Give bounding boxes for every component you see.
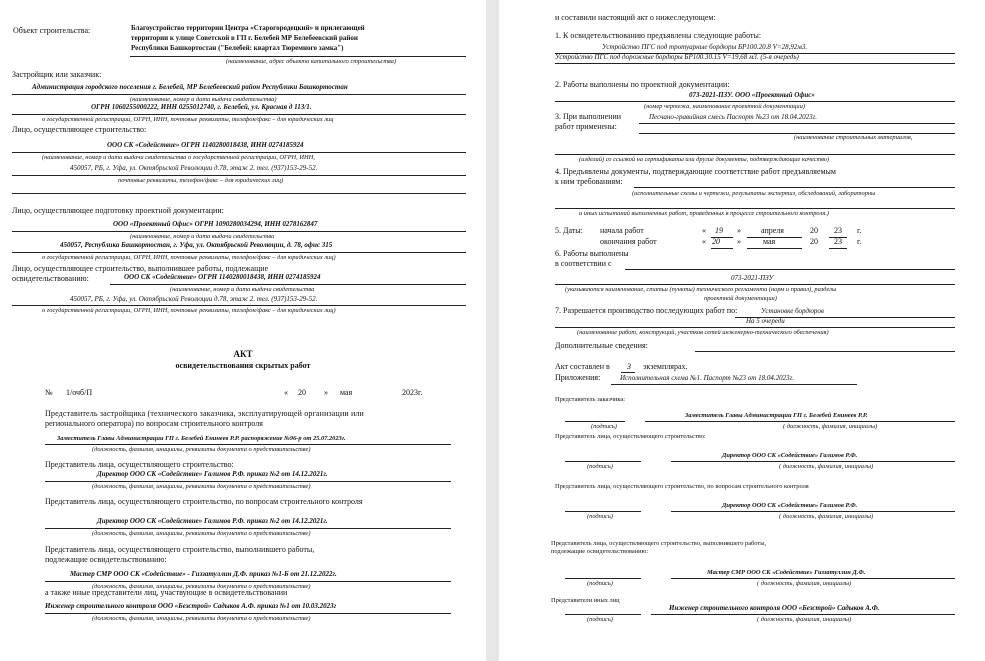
- rep-builder-label: Представитель лица, осуществляющего строительство:: [45, 460, 234, 469]
- builder-underline-1: [12, 152, 466, 153]
- object-line-2: территории к улице Советской в ГП г. Белебей МР Белебеевский район: [131, 34, 358, 42]
- p3-underline-1: [639, 123, 955, 124]
- p4-label-1: 4. Предъявлены документы, подтверждающие соответствие работ предъявляемым: [555, 167, 836, 176]
- sig1-sign-caption: (подпись): [591, 423, 617, 430]
- rep-control-caption: (должность, фамилия, инициалы, реквизиты документа о представительстве): [92, 530, 311, 537]
- rep-control: Директор ООО СК «Содействие» Галимов Р.Ф. приказ №2 от 14.12.2021г.: [97, 517, 328, 525]
- sig4-name-line: [671, 578, 955, 579]
- p2-underline: [555, 101, 955, 102]
- sig1-name-line: [645, 421, 955, 422]
- sig5-pos-caption: ( должность, фамилия, инициалы): [757, 616, 852, 623]
- sig4-name: Мастер СМР ООО СК «Содействие» Гиззатуллин Д.Ф.: [707, 569, 866, 576]
- rep-control-label: Представитель лица, осуществляющего строительство, по вопросам строительного контроля: [45, 497, 363, 506]
- p1-underline-2: [555, 63, 955, 64]
- designer-caption-1: (наименование, номер и дата выдачи свидетельства: [130, 233, 275, 240]
- p7-caption: (наименование работ, конструкций, участков сетей инженерно-технического обеспечения): [577, 329, 829, 336]
- p6-underline-1: [625, 269, 955, 270]
- builder-label: Лицо, осуществляющее строительство:: [12, 125, 147, 134]
- rep-performer-label-2: подлежащие освидетельствованию:: [45, 555, 167, 564]
- sig4-label-1: Представитель лица, осуществляющего строительство, выполнившего работы,: [551, 540, 767, 547]
- p5-end-label: окончания работ: [600, 237, 657, 246]
- performer-underline-1: [110, 284, 466, 285]
- sig5-sign-caption: (подпись): [587, 616, 613, 623]
- designer-address: 450057, Республика Башкортостан, г. Уфа, ул. Октябрьской Революции, д. 78, офис 315: [60, 241, 333, 249]
- p7-work-2: На 5 очереди: [746, 317, 785, 325]
- rep-others-caption: (должность, фамилия, инициалы, реквизиты документа о представительстве): [92, 615, 311, 622]
- extra-info-label: Дополнительные сведения:: [555, 341, 648, 350]
- reps-intro-1: Представитель застройщика (технического заказчика, эксплуатирующей организации или: [45, 409, 364, 418]
- sig1-sign-line: [565, 421, 625, 422]
- rep-customer-caption: (должность, фамилия, инициалы, реквизиты документа о представительстве): [92, 446, 311, 453]
- developer-underline-1: [12, 94, 466, 95]
- performer-caption-1: (наименование, номер и дата выдачи свидетельства: [170, 286, 315, 293]
- p6-caption-2: проектной документации): [704, 295, 777, 302]
- sig3-name: Директор ООО СК «Содействие» Галимов Р.Ф.: [722, 502, 858, 509]
- rep-others: Инженер строительного контроля ООО «Безстрой» Садыков А.Ф. приказ №1 от 10.03.2023г: [45, 602, 337, 610]
- performer-name: ООО СК «Содействие» ОГРН 1140280018438, ИНН 0274185924: [124, 273, 321, 281]
- sig3-label: Представитель лица, осуществляющего строительство, по вопросам строительного контроля: [555, 483, 809, 490]
- act-subtitle: освидетельствования скрытых работ: [175, 361, 311, 370]
- copies-label: Акт составлен в: [555, 362, 610, 371]
- sig4-sign-line: [565, 578, 641, 579]
- rep-customer: Заместитель Главы Администрации ГП г. Белебей Енинеев Р.Р. распоряжение №96-р от 25.07.2023г.: [57, 435, 346, 442]
- builder-caption-1: (наименование, номер и дата выдачи свидетельства о государственной регистрации, ОГРН, ИНН,: [42, 154, 315, 161]
- act-title: АКТ: [233, 349, 253, 359]
- developer-name: Администрация городского поселения г. Белебей, МР Белебеевский район Республики Башкортостан: [32, 83, 348, 91]
- p5-start-quote-open: «: [702, 226, 706, 235]
- p5-end-month-line: [747, 248, 802, 249]
- designer-underline-2: [12, 252, 466, 253]
- sig3-name-line: [671, 511, 955, 512]
- sig4-pos-caption: ( должность, фамилия, инициалы): [757, 580, 852, 587]
- sig2-name-line: [671, 461, 955, 462]
- act-date-day: 20: [298, 388, 306, 397]
- reps-intro-2: регионального оператора) по вопросам строительного контроля: [45, 419, 263, 428]
- p3-label-1: 3. При выполнении: [555, 112, 622, 121]
- p5-start-g: г.: [857, 226, 862, 235]
- p5-end-quote-open: «: [702, 237, 706, 246]
- sig4-sign-caption: (подпись): [587, 580, 613, 587]
- p5-start-century: 20: [810, 226, 818, 235]
- p5-start-month: апреля: [761, 226, 784, 235]
- p5-end-quote-close: »: [737, 237, 741, 246]
- sig2-name: Директор ООО СК «Содействие» Галимов Р.Ф.: [722, 452, 858, 459]
- rep-performer-caption: (должность, фамилия, инициалы, реквизиты документа о представительстве): [92, 583, 311, 590]
- sig4-label-2: подлежащие освидетельствованию:: [551, 548, 649, 555]
- sig2-pos-caption: ( должность, фамилия, инициалы): [779, 463, 874, 470]
- p1-work-2: Устройство ПГС под дорожные бордюры БР100.30.15 V=19,68 м3. (5-я очередь): [555, 53, 799, 61]
- p4-underline-2: [555, 208, 955, 209]
- performer-address: 450057, РБ, г. Уфа, ул. Октябрьской Революции д.78, этаж 2. тел. (937)153-29-52.: [70, 295, 318, 303]
- sig2-label: Представитель лица, осуществляющего строительство:: [555, 433, 706, 440]
- p5-end-day: 20: [712, 237, 720, 246]
- extra-info-underline: [695, 351, 955, 352]
- appendix-value: Исполнительная схема №1. Паспорт №23 от 18.04.2023г.: [620, 374, 795, 382]
- p5-start-year-line: [829, 237, 847, 238]
- p5-start-year: 23: [834, 226, 842, 235]
- designer-underline-1: [12, 231, 466, 232]
- p4-caption-2: и иных испытаний выполненных работ, проведенных в процессе строительного контроля.): [579, 210, 829, 217]
- p4-underline-1: [634, 187, 955, 188]
- p3-material: Песчано-гравийная смесь Паспорт №23 от 18.04.2023г.: [649, 113, 818, 121]
- builder-underline-2: [12, 175, 466, 176]
- p4-caption-1: (исполнительные схемы и чертежи, результаты экспертиз, обследований, лабораторны: [632, 190, 876, 197]
- act-date-month: мая: [340, 388, 353, 397]
- sig3-sign-caption: (подпись): [587, 513, 613, 520]
- developer-underline-2: [12, 114, 466, 115]
- object-line-3: Республики Башкортостан ("Белебей: квартал Тюремного замка"): [131, 44, 344, 52]
- copies-underline: [621, 372, 635, 373]
- sig1-name: Заместитель Главы Администрации ГП г. Белебей Енинеев Р.Р.: [685, 412, 868, 419]
- builder-underline-3: [12, 193, 466, 194]
- object-label: Объект строительства:: [13, 26, 91, 35]
- builder-name: ООО СК «Содействие» ОГРН 1140280018438, ИНН 0274185924: [107, 141, 304, 149]
- sig5-name-line: [651, 614, 955, 615]
- p3-label-2: работ применены:: [555, 122, 617, 131]
- performer-label-1: Лицо, осуществляющее строительство, выполнившее работы, подлежащие: [12, 264, 269, 273]
- p5-start-quote-close: »: [737, 226, 741, 235]
- p7-label: 7. Разрешается производство последующих работ по:: [555, 306, 738, 315]
- rep-control-underline: [45, 528, 451, 529]
- p5-start-day: 19: [715, 226, 723, 235]
- appendix-label: Приложения:: [555, 373, 601, 382]
- p5-end-century: 20: [810, 237, 818, 246]
- copies-suffix: экземплярах.: [643, 362, 688, 371]
- sig2-sign-line: [565, 461, 641, 462]
- document-page-right: [499, 0, 985, 661]
- p6-doc: 073-2021-ПЗУ: [731, 274, 774, 282]
- p4-label-2: к ним требованиям:: [555, 177, 623, 186]
- act-date-quote-open: «: [284, 388, 288, 397]
- object-line-1: Благоустройство территории Центра «Старогородецкий» и прилегающей: [131, 24, 365, 32]
- sig5-label: Представители иных лиц: [551, 597, 620, 604]
- p7-work-1: Установке бордюров: [761, 307, 824, 315]
- p3-caption-2: (изделий) со ссылкой на сертификаты или другие документы, подтверждающие качество): [579, 156, 830, 163]
- p7-underline-2: [555, 327, 955, 328]
- p5-start-month-line: [747, 237, 802, 238]
- sig3-sign-line: [565, 511, 641, 512]
- performer-underline-2: [12, 305, 466, 306]
- act-number: 1/очб/П: [66, 388, 93, 397]
- rep-performer-underline: [45, 581, 451, 582]
- object-caption: (наименование, адрес объекта капитального строительства): [226, 58, 396, 65]
- p5-start-label: начала работ: [600, 226, 644, 235]
- p5-end-day-line: [711, 248, 733, 249]
- act-number-sign: №: [45, 388, 53, 397]
- builder-caption-2: почтовые реквизиты, телефон/факс – для юридических лиц): [118, 177, 284, 184]
- rep-performer: Мастер СМР ООО СК «Содействие» - Гиззатуллин Д.Ф. приказ №1-Б от 21.12.2022г.: [70, 570, 337, 578]
- p1-work-1: Устройство ПГС под тротуарные бордюры БР100.20.8 V=28,92м3.: [602, 43, 808, 51]
- designer-caption-2: о государственной регистрации, ОГРН, ИНН, почтовые реквизиты, телефон/факс – для юридических лиц): [42, 254, 336, 261]
- rep-builder-underline: [45, 481, 451, 482]
- p6-label-2: в соответствии с: [555, 259, 612, 268]
- rep-others-label: а также иные представители лиц, участвующие в освидетельствовании: [45, 588, 288, 597]
- p2-label: 2. Работы выполнены по проектной документации:: [555, 80, 730, 89]
- rep-performer-label-1: Представитель лица, осуществляющего строительство, выполнившего работы,: [45, 545, 315, 554]
- designer-name: ООО «Проектный Офис» ОГРН 1090280034294, ИНН 0278162847: [113, 220, 318, 228]
- appendix-underline: [611, 384, 857, 385]
- performer-label-2: освидетельствованию:: [12, 274, 89, 283]
- p5-end-month: мая: [763, 237, 776, 246]
- p6-label-1: 6. Работы выполнены: [555, 249, 629, 258]
- p2-caption: (номер чертежа, наименование проектной документации): [644, 103, 805, 110]
- rep-others-underline: [45, 613, 451, 614]
- developer-label: Застройщик или заказчик:: [12, 70, 102, 79]
- act-date-quote-close: »: [324, 388, 328, 397]
- p3-caption-1: (наименование строительных материалов,: [794, 134, 913, 141]
- object-underline: [130, 56, 466, 57]
- developer-details: ОГРН 1060255000222, ИНН 0255012740, г. Белебей, ул. Красная д 113/1.: [91, 103, 312, 111]
- p5-end-year: 23: [834, 237, 842, 246]
- p6-caption-1: (указываются наименование, статьи (пункты) технического регламента (норм и правил), разделы: [565, 286, 837, 293]
- rep-customer-underline: [45, 444, 451, 445]
- designer-label: Лицо, осуществляющее подготовку проектной документации:: [12, 206, 224, 215]
- act-date-year: 2023г.: [402, 388, 423, 397]
- copies-count: 3: [627, 362, 631, 371]
- p1-label: 1. К освидетельствованию предъявлены следующие работы:: [555, 31, 762, 40]
- sig1-pos-caption: ( должность, фамилия, инициалы): [783, 423, 878, 430]
- document-page-left: [0, 0, 486, 661]
- page-gutter: [486, 0, 499, 661]
- p5-label: 5. Даты:: [555, 226, 583, 235]
- p5-end-year-line: [829, 248, 847, 249]
- developer-caption-2: о государственной регистрации, ОГРН, ИНН, почтовые реквизиты, телефон/факс – для юридических лиц: [42, 116, 334, 123]
- p3-underline-3: [555, 154, 955, 155]
- p5-end-g: г.: [857, 237, 862, 246]
- sig3-pos-caption: ( должность, фамилия, инициалы): [779, 513, 874, 520]
- developer-caption-1: (наименование, номер и дата выдачи свидетельства): [130, 96, 277, 103]
- rep-builder-caption: (должность, фамилия, инициалы, реквизиты документа о представительстве): [92, 483, 311, 490]
- p6-underline-2: [555, 284, 955, 285]
- p2-doc: 073-2021-ПЗУ. ООО «Проектный Офис»: [689, 91, 815, 99]
- builder-address: 450057, РБ, г. Уфа, ул. Октябрьской Революции д.78, этаж 2. тел. (937)153-29-52.: [70, 164, 318, 172]
- intro-text: и составили настоящий акт о нижеследующем:: [555, 13, 716, 22]
- sig1-label: Представитель заказчика:: [555, 396, 625, 403]
- sig5-name: Инженер строительного контроля ООО «Безстрой» Садыков А.Ф.: [669, 604, 880, 612]
- p5-start-day-line: [711, 237, 733, 238]
- sig2-sign-caption: (подпись): [587, 463, 613, 470]
- performer-caption-2: о государственной регистрации, ОГРН, ИНН, почтовые реквизиты, телефон/факс – для юридических лиц): [42, 307, 336, 314]
- sig5-sign-line: [565, 614, 641, 615]
- rep-builder: Директор ООО СК «Содействие» Галимов Р.Ф. приказ №2 от 14.12.2021г.: [97, 470, 328, 478]
